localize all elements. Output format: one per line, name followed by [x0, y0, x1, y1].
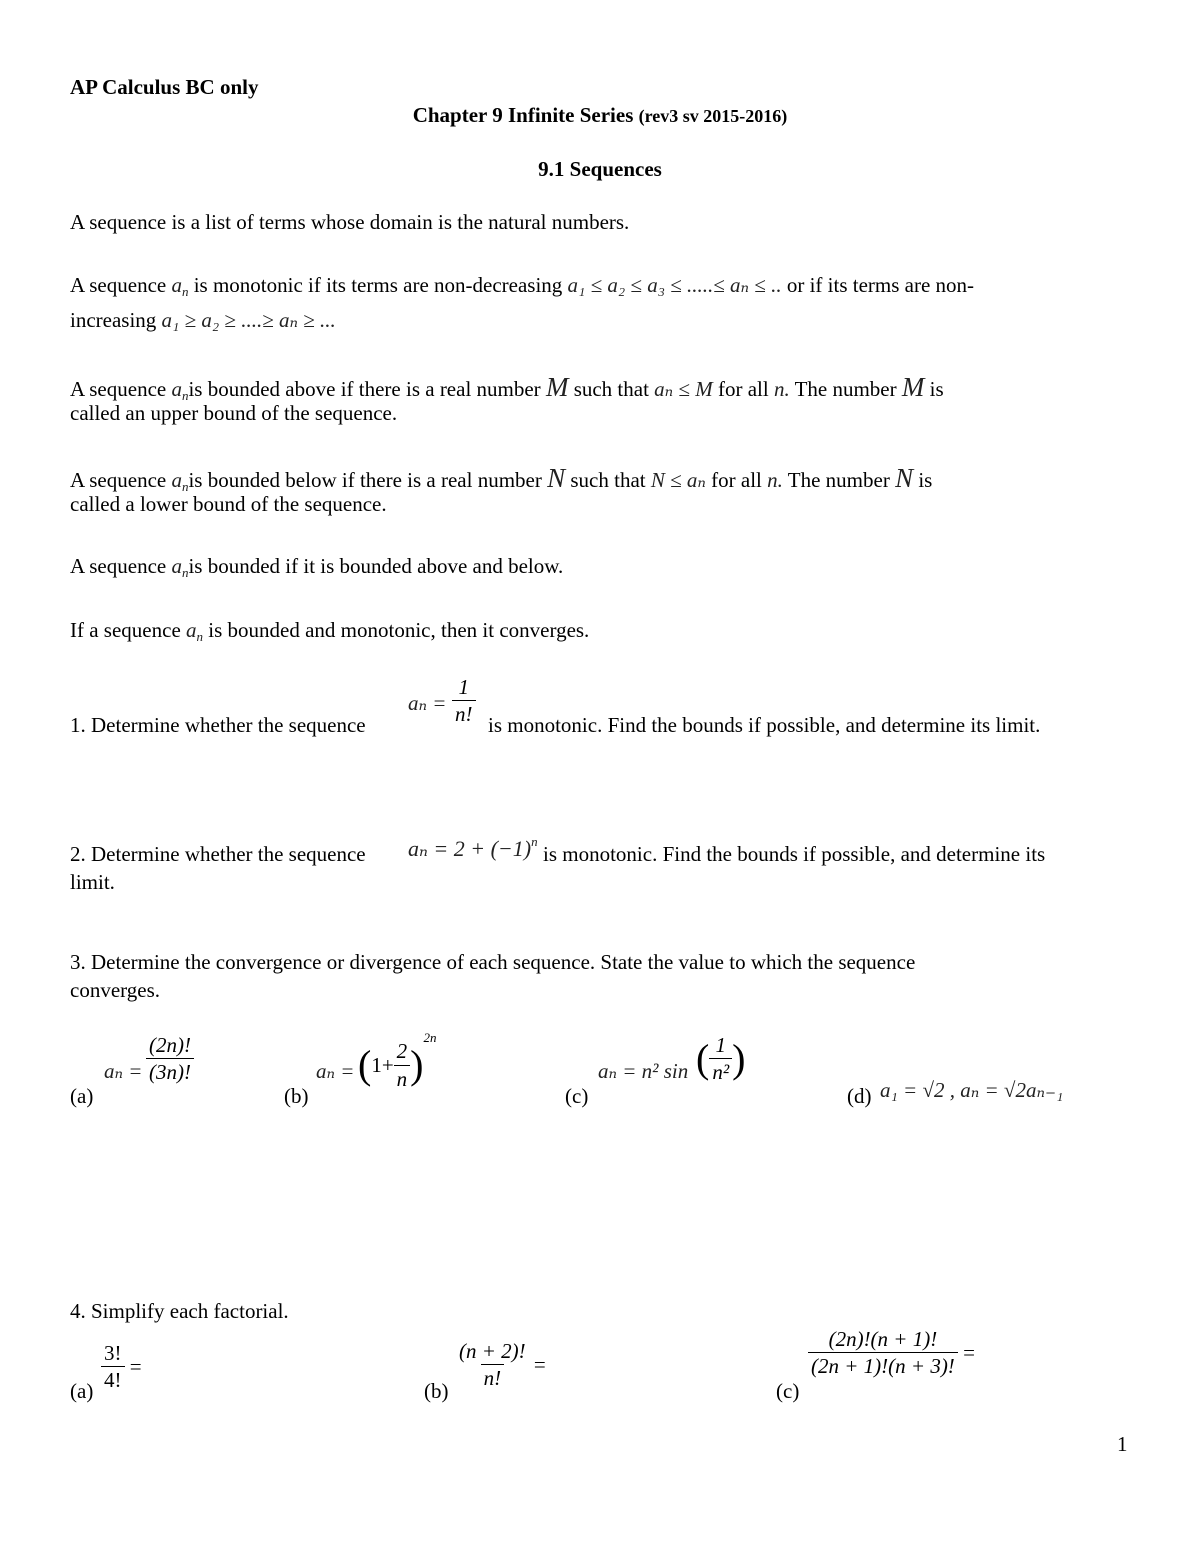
- problem-1-text-b: is monotonic. Find the bounds if possible, and determine its limit.: [488, 713, 1041, 737]
- text: for all: [717, 377, 769, 401]
- problem-3c-expression: [696, 1032, 745, 1086]
- text: or if its terms are non-: [786, 273, 975, 297]
- text: A sequence: [70, 377, 167, 401]
- problem-1-fraction: [452, 674, 476, 728]
- math-an: [171, 468, 188, 492]
- page-number: 1: [1117, 1432, 1128, 1456]
- equals-sign: =: [129, 1354, 142, 1379]
- symbol: a: [171, 377, 182, 401]
- fraction: [808, 1326, 958, 1380]
- math-an: [171, 273, 188, 297]
- exponent: 2n: [423, 1030, 437, 1045]
- denominator: (3n)!: [146, 1058, 194, 1085]
- section-title: 9.1 Sequences: [538, 157, 662, 181]
- problem-1-lhs: aₙ =: [408, 691, 447, 715]
- problem-3a-fraction: [146, 1032, 194, 1086]
- text: The number: [787, 468, 890, 492]
- equals-sign: =: [533, 1352, 546, 1377]
- symbol: a: [171, 554, 182, 578]
- problem-4c-expression: [808, 1326, 975, 1380]
- text: A sequence: [70, 468, 167, 492]
- text: increasing: [70, 308, 157, 332]
- problem-3b-lhs: aₙ =: [316, 1059, 355, 1083]
- subscript: n: [181, 284, 189, 299]
- problem-4b-expression: [456, 1338, 546, 1392]
- text: is: [929, 377, 944, 401]
- text: such that: [570, 468, 646, 492]
- math-N-le-an: N ≤ aₙ: [650, 468, 706, 492]
- equals-sign: =: [963, 1340, 975, 1365]
- exponent: n: [531, 834, 538, 849]
- open-paren: (: [696, 1035, 710, 1081]
- problem-4a-expression: [101, 1340, 142, 1394]
- text: If a sequence: [70, 618, 181, 642]
- subscript: n: [196, 629, 204, 644]
- fraction: [709, 1032, 732, 1086]
- problem-3-text-a: 3. Determine the convergence or divergence of each sequence. State the value to which the sequence: [70, 950, 916, 974]
- math-M: M: [545, 372, 569, 402]
- definition-bounded-above-cont: called an upper bound of the sequence.: [70, 401, 398, 425]
- problem-3d-math: a₁ = √2 , aₙ = √2aₙ₋₁: [880, 1078, 1064, 1102]
- numerator: 1: [715, 1033, 726, 1057]
- problem-3c-lhs: aₙ = n² sin: [598, 1059, 689, 1083]
- text: such that: [573, 377, 649, 401]
- problem-2-math: [408, 834, 538, 863]
- math-nondecreasing: a₁ ≤ a₂ ≤ a₃ ≤ .....≤ aₙ ≤ ..: [567, 273, 782, 297]
- definition-bounded-below-cont: called a lower bound of the sequence.: [70, 492, 387, 516]
- problem-3c-label: (c): [565, 1084, 589, 1108]
- numerator: (n + 2)!: [459, 1339, 526, 1363]
- course-label: AP Calculus BC only: [70, 75, 259, 99]
- subscript: n: [181, 565, 189, 580]
- text: A sequence: [70, 554, 167, 578]
- subscript: n: [181, 388, 189, 403]
- close-paren: ): [732, 1035, 746, 1081]
- numerator: 2: [396, 1039, 408, 1064]
- math-N: N: [547, 463, 566, 493]
- denominator: n!: [452, 700, 476, 727]
- definition-bounded: [70, 553, 563, 581]
- problem-3b-expression: [358, 1030, 437, 1092]
- chapter-revision: (rev3 sv 2015-2016): [638, 106, 788, 126]
- denominator: n: [394, 1065, 411, 1092]
- problem-3b-label: (b): [284, 1084, 309, 1108]
- problem-4-text: 4. Simplify each factorial.: [70, 1299, 289, 1323]
- problem-4b-label: (b): [424, 1379, 449, 1403]
- definition-monotonic: [70, 272, 974, 300]
- problem-1-text-a: 1. Determine whether the sequence: [70, 713, 366, 737]
- denominator: (2n + 1)!(n + 3)!: [808, 1352, 958, 1379]
- denominator: n²: [709, 1058, 732, 1085]
- math-an: [171, 377, 188, 401]
- numerator: (2n)!(n + 1)!: [828, 1327, 938, 1351]
- text: A sequence: [70, 273, 167, 297]
- denominator: n!: [481, 1364, 505, 1391]
- problem-2-text-c: limit.: [70, 870, 115, 894]
- math-an-le-M: aₙ ≤ M: [654, 377, 713, 401]
- symbol: a: [171, 273, 182, 297]
- problem-2-text-b: is monotonic. Find the bounds if possible, and determine its: [543, 842, 1046, 866]
- numerator: 3!: [104, 1341, 122, 1365]
- numerator: 1: [458, 675, 469, 699]
- math-an: [171, 554, 188, 578]
- symbol: a: [171, 468, 182, 492]
- math-n: n.: [767, 468, 783, 492]
- math-n: n.: [773, 377, 790, 401]
- text: The number: [794, 377, 897, 401]
- definition-monotonic-cont: [70, 307, 336, 333]
- problem-4a-label: (a): [70, 1379, 94, 1403]
- numerator: (2n)!: [149, 1033, 191, 1057]
- problem-2-text-a: 2. Determine whether the sequence: [70, 842, 366, 866]
- problem-3-text-b: converges.: [70, 978, 160, 1002]
- denominator: 4!: [101, 1366, 125, 1393]
- expression: aₙ = 2 + (−1): [408, 836, 532, 861]
- problem-3a-label: (a): [70, 1084, 94, 1108]
- math-M: M: [901, 372, 925, 402]
- text: is bounded and monotonic, then it converges.: [208, 618, 590, 642]
- text: is: [918, 468, 933, 492]
- math-nonincreasing: a₁ ≥ a₂ ≥ ....≥ aₙ ≥ ...: [161, 308, 336, 332]
- problem-3d-label: (d): [847, 1084, 872, 1108]
- definition-sequence: A sequence is a list of terms whose domain is the natural numbers.: [70, 210, 630, 234]
- text: is bounded above if there is a real number: [188, 377, 541, 401]
- problem-3a-lhs: aₙ =: [104, 1059, 143, 1083]
- math-N: N: [895, 463, 914, 493]
- fraction: [394, 1038, 411, 1092]
- text: is bounded below if there is a real number: [188, 468, 542, 492]
- chapter-title-main: Chapter 9 Infinite Series: [412, 103, 634, 127]
- math-an: [186, 618, 203, 642]
- text: is monotonic if its terms are non-decreasing: [193, 273, 563, 297]
- symbol: a: [186, 618, 197, 642]
- chapter-title: [0, 102, 1200, 128]
- text: is bounded if it is bounded above and below.: [188, 554, 564, 578]
- theorem-bounded-monotonic: [70, 617, 589, 645]
- open-paren: (: [358, 1042, 372, 1088]
- subscript: n: [181, 479, 189, 494]
- close-paren: ): [410, 1042, 424, 1088]
- fraction: [146, 1032, 194, 1086]
- fraction: [452, 674, 476, 728]
- problem-4c-label: (c): [776, 1379, 800, 1403]
- fraction: [456, 1338, 529, 1392]
- text: for all: [711, 468, 762, 492]
- one-plus: 1+: [371, 1053, 394, 1078]
- fraction: [101, 1340, 125, 1394]
